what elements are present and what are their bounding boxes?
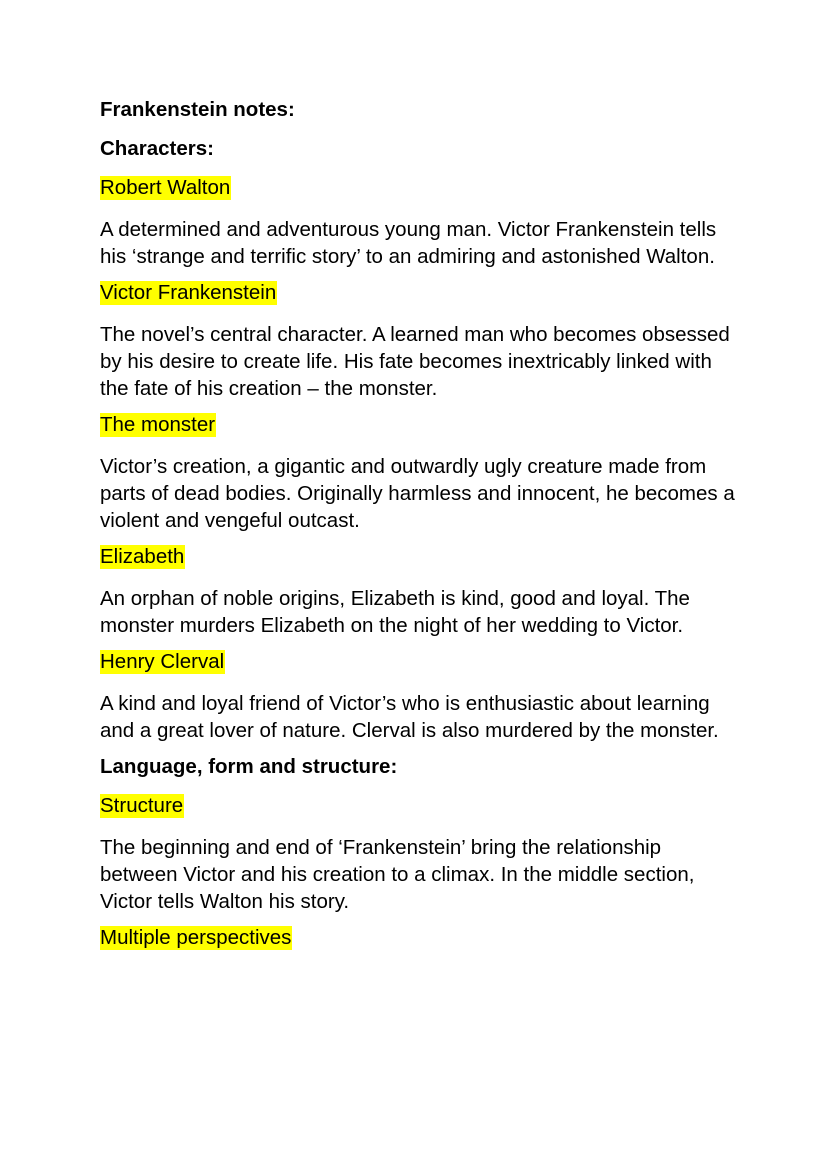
character-name-henry-clerval: Henry Clerval	[100, 650, 225, 673]
character-description-robert-walton: A determined and adventurous young man. Victor Frankenstein tells his ‘strange and terrific story’ to an admiring and astonished Walton.	[100, 218, 717, 268]
character-name-victor-frankenstein: Victor Frankenstein	[100, 281, 277, 304]
document-page	[100, 98, 740, 966]
character-description-elizabeth: An orphan of noble origins, Elizabeth is kind, good and loyal. The monster murders Elizabeth on the night of her wedding to Victor.	[100, 587, 690, 637]
character-description-victor-frankenstein: The novel’s central character. A learned man who becomes obsessed by his desire to create life. His fate becomes inextricably linked with the fate of his creation – the monster.	[100, 323, 730, 400]
character-name-elizabeth: Elizabeth	[100, 545, 185, 568]
topic-name-multiple-perspectives: Multiple perspectives	[100, 926, 292, 949]
character-name-robert-walton: Robert Walton	[100, 176, 231, 199]
topic-description-structure: The beginning and end of ‘Frankenstein’ bring the relationship between Victor and his creation to a climax. In the middle section, Victor tells Walton his story.	[100, 836, 695, 913]
language-heading: Language, form and structure:	[100, 755, 398, 778]
character-description-henry-clerval: A kind and loyal friend of Victor’s who is enthusiastic about learning and a great lover of nature. Clerval is also murdered by the monster.	[100, 692, 719, 742]
character-description-the-monster: Victor’s creation, a gigantic and outwardly ugly creature made from parts of dead bodies. Originally harmless and innocent, he becomes a violent and vengeful outcast.	[100, 455, 735, 532]
characters-heading: Characters:	[100, 137, 214, 160]
topic-name-structure: Structure	[100, 794, 184, 817]
character-name-the-monster: The monster	[100, 413, 216, 436]
document-title: Frankenstein notes:	[100, 98, 295, 121]
